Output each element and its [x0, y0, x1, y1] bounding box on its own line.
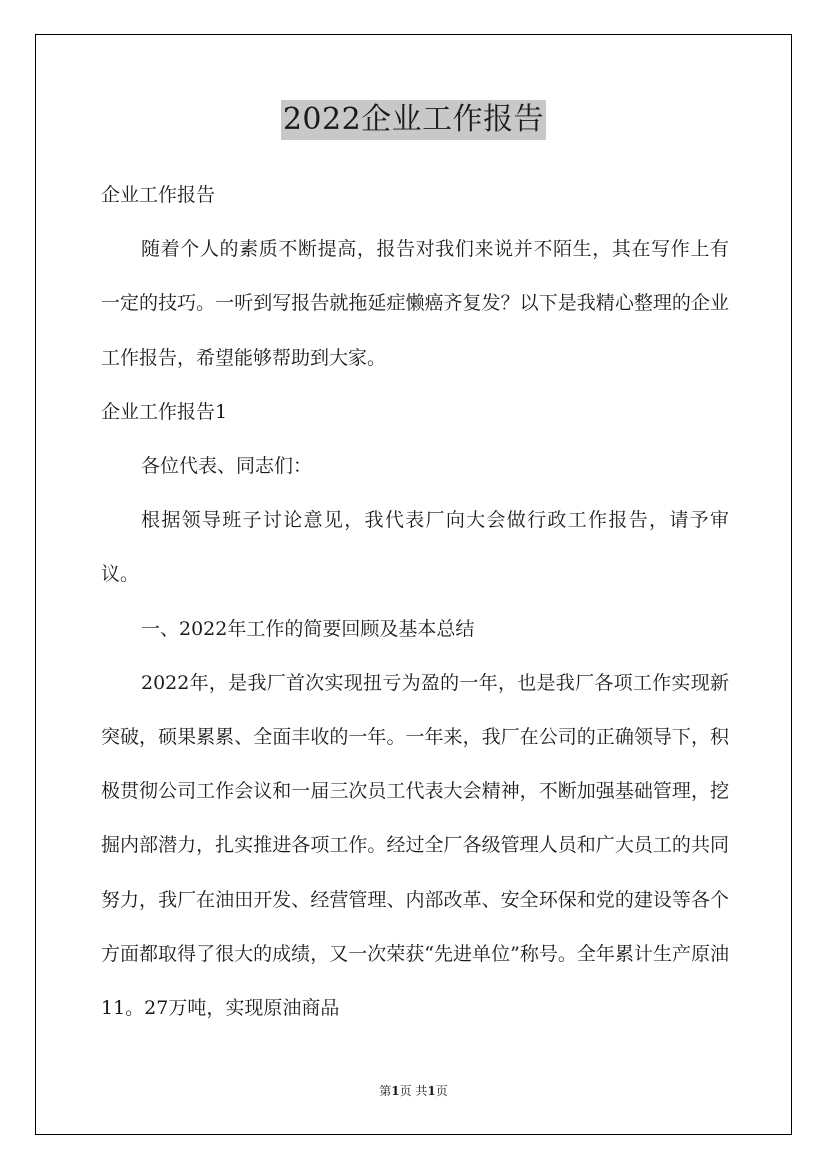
footer-page-current: 1	[391, 1084, 400, 1098]
paragraph-subheading: 一、2022年工作的简要回顾及基本总结	[141, 617, 475, 640]
document-title: 2022企业工作报告	[281, 100, 546, 140]
footer-suffix: 页	[435, 1084, 448, 1098]
document-body	[101, 168, 729, 1035]
paragraph-opening: 根据领导班子讨论意见，我代表厂向大会做行政工作报告，请予审议。	[101, 509, 729, 586]
page-footer	[0, 1082, 827, 1100]
paragraph-heading: 企业工作报告	[101, 184, 216, 206]
footer-prefix: 第	[379, 1084, 392, 1098]
footer-mid: 页 共	[399, 1084, 428, 1098]
paragraph-section-title: 企业工作报告1	[101, 400, 228, 423]
footer-page-total: 1	[427, 1084, 436, 1098]
paragraph-salutation: 各位代表、同志们：	[141, 455, 313, 478]
paragraph-intro: 随着个人的素质不断提高，报告对我们来说并不陌生，其在写作上有一定的技巧。一听到写报告就拖延症懒癌齐复发？以下是我精心整理的企业工作报告，希望能够帮助到大家。	[101, 238, 729, 369]
title-container	[0, 100, 827, 140]
paragraph-body: 2022年，是我厂首次实现扭亏为盈的一年，也是我厂各项工作实现新突破，硕果累累、全面丰收的一年。一年来，我厂在公司的正确领导下，积极贯彻公司工作会议和一届三次员工代表大会精神，不断加强基础管理，挖掘内部潜力，扎实推进各项工作。经过全厂各级管理人员和广大员工的共同努力，我厂在油田开发、经营管理、内部改革、安全环保和党的建设等各个方面都取得了很大的成绩，又一次荣获“先进单位”称号。全年累计生产原油11。27万吨，实现原油商品	[101, 671, 729, 1020]
